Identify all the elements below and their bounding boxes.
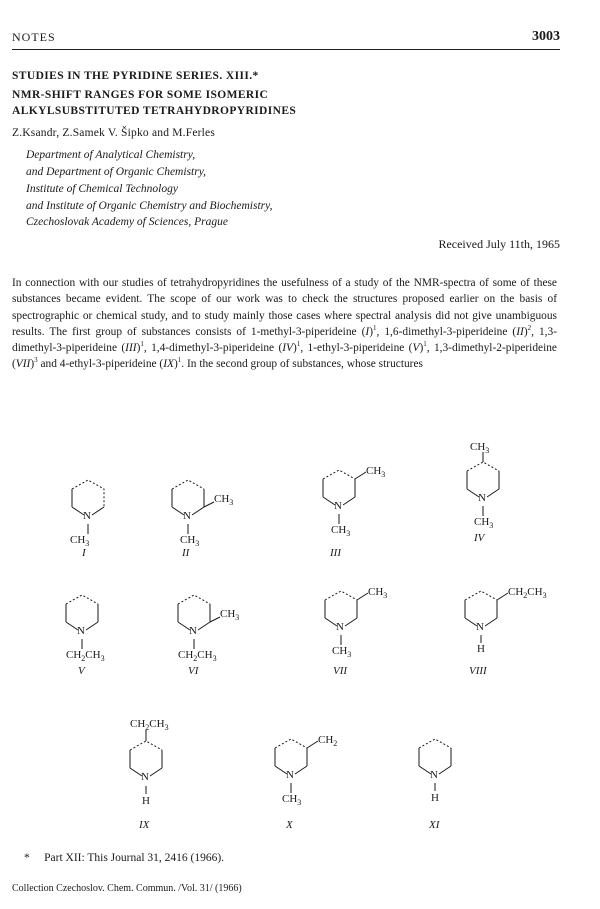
substituent: $CH_3$	[366, 465, 386, 479]
title-line-1: STUDIES IN THE PYRIDINE SERIES. XIII.*	[12, 70, 259, 82]
substituent: $CH_2CH_3$	[508, 586, 547, 600]
substituent: $CH_3$	[180, 534, 200, 548]
substituent: H	[431, 792, 439, 804]
affiliation-line: and Department of Organic Chemistry,	[26, 166, 207, 178]
affiliation-line: Department of Analytical Chemistry,	[26, 149, 196, 161]
atom-N: N	[183, 510, 191, 522]
atom-N: N	[336, 621, 344, 633]
atom-N: N	[189, 625, 197, 637]
substituent: $CH_3$	[332, 645, 352, 659]
compound-label: VIII	[469, 665, 487, 677]
compound-label: III	[330, 547, 341, 559]
structure-VII	[325, 591, 368, 645]
atom-N: N	[476, 621, 484, 633]
atom-N: N	[286, 769, 294, 781]
compound-label: IX	[139, 819, 150, 831]
substituent: $CH_2CH_3$	[66, 649, 105, 663]
atom-N: N	[478, 492, 486, 504]
atom-N: N	[77, 625, 85, 637]
substituent: $CH_2$	[318, 734, 338, 748]
structure-II	[172, 480, 214, 534]
authors: Z.Ksandr, Z.Samek V. Šipko and M.Ferles	[12, 127, 216, 139]
structure-XI	[419, 739, 451, 791]
journal-line: Collection Czechoslov. Chem. Commun. /Vol. 31/ (1966)	[12, 883, 242, 894]
structure-IV	[467, 452, 499, 516]
substituent: H	[477, 643, 485, 655]
running-head: NOTES	[12, 30, 56, 44]
compound-label: X	[286, 819, 293, 831]
footnote	[24, 852, 224, 864]
atom-N: N	[334, 500, 342, 512]
body-paragraph: In connection with our studies of tetrahydropyridines the usefulness of a study of the NMR-spectra of some of these substances became evident. The scope of our work was to check the structures proposed earlier on the basis of spectrographic or chemical study, and to study mainly those cases where spectral analysis did not give unambiguous results. The first group of substances consists of 1-methyl-3-piperideine $(I)^1$, 1,6-dimethyl-3-piperideine (II)$^2$, 1,3-dimethyl-3-piperideine (III)$^1$, 1,4-dimethyl-3-piperideine (IV)$^1$, 1-ethyl-3-piperideine $(V)^1$, 1,3-dimethyl-2-piperideine (VII)$^3$ and 4-ethyl-3-piperideine (IX)$^1$. In the second group of substances, whose structures	[12, 277, 558, 371]
compound-label: II	[182, 547, 190, 559]
structure-I	[72, 480, 104, 534]
substituent: $CH_3$	[214, 493, 234, 507]
structure-IX	[130, 730, 162, 794]
substituent: $CH_3$	[474, 516, 494, 530]
affiliation-line: Institute of Chemical Technology	[26, 183, 178, 195]
atom-N: N	[83, 510, 91, 522]
substituent: $CH_3$	[220, 608, 240, 622]
compound-label: V	[78, 665, 85, 677]
substituent: $CH_2CH_3$	[130, 718, 169, 732]
structure-X	[275, 739, 318, 793]
compound-label: I	[82, 547, 86, 559]
structure-VIII	[465, 591, 508, 643]
substituent: H	[142, 795, 150, 807]
substituent: $CH_3$	[470, 441, 490, 455]
received-date: Received July 11th, 1965	[438, 237, 560, 251]
atom-N: N	[430, 769, 438, 781]
compound-label: IV	[474, 532, 485, 544]
compound-label: VII	[333, 665, 348, 677]
footnote-text: Part XII: This Journal 31, 2416 (1966).	[44, 852, 225, 864]
compound-label: VI	[188, 665, 199, 677]
structure-V	[66, 595, 98, 649]
structure-III	[323, 470, 366, 524]
footnote-marker: *	[24, 852, 30, 864]
structure-VI	[178, 595, 220, 649]
affiliation-line: Czechoslovak Academy of Sciences, Prague	[26, 216, 228, 228]
page-number: 3003	[532, 29, 560, 44]
substituent: $CH_3$	[282, 793, 302, 807]
header-rule	[12, 49, 560, 50]
substituent: $CH_2CH_3$	[178, 649, 217, 663]
atom-N: N	[141, 771, 149, 783]
title-line-2: NMR-SHIFT RANGES FOR SOME ISOMERIC	[12, 89, 269, 101]
substituent: $CH_3$	[331, 524, 351, 538]
substituent: $CH_3$	[368, 586, 388, 600]
substituent: $CH_3$	[70, 534, 90, 548]
affiliation-line: and Institute of Organic Chemistry and Biochemistry,	[26, 200, 273, 212]
title-line-3: ALKYLSUBSTITUTED TETRAHYDROPYRIDINES	[12, 105, 297, 117]
structure-diagrams	[0, 430, 600, 840]
compound-label: XI	[429, 819, 440, 831]
